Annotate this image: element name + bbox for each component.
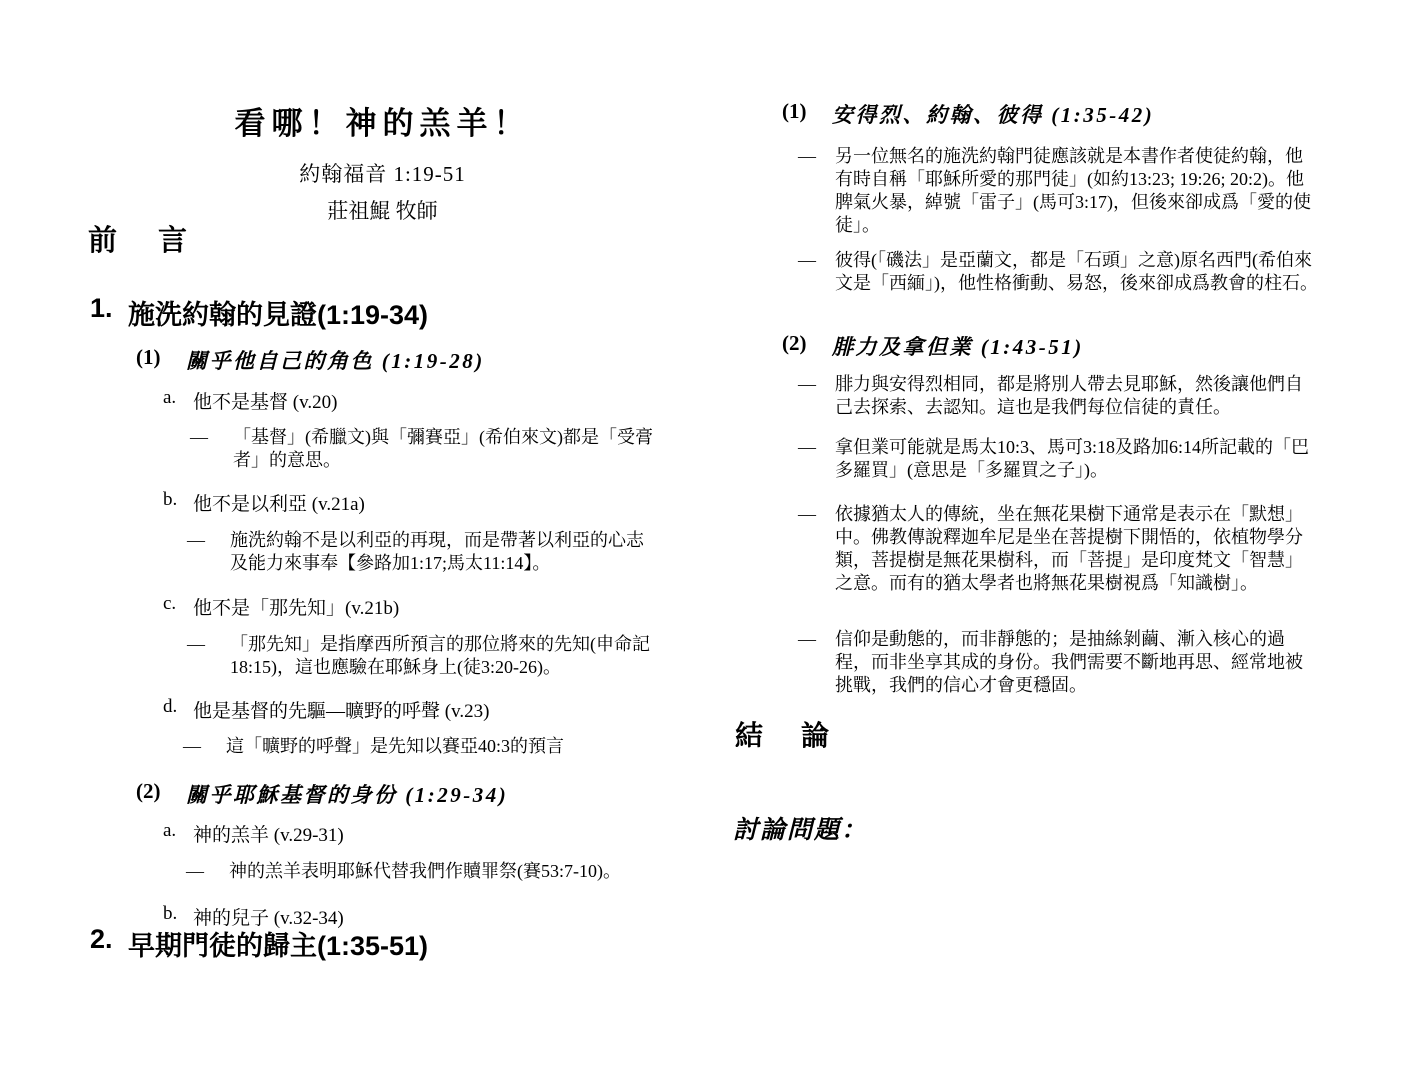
subsection-2-2-title: 腓力及拿但業 (1:43-51)	[832, 335, 1084, 359]
section-2-heading	[90, 924, 428, 963]
dash-marker: —	[798, 437, 816, 457]
preface-heading: 前 言	[88, 225, 194, 257]
note-peter	[798, 249, 1320, 295]
subsection-2-2-heading	[782, 331, 1084, 361]
note-d1-text: 這「曠野的呼聲」是先知以賽亞40:3的預言	[226, 736, 564, 756]
outline-item-a1	[163, 387, 337, 414]
note-c1-text: 「那先知」是指摩西所預言的那位將來的先知(申命記18:15)，這也應驗在耶穌身上(徒3:20-26)。	[230, 634, 650, 677]
note-b1-text: 施洗約翰不是以利亞的再現，而是帶著以利亞的心志及能力來事奉【參路加1:17;馬太11:14】。	[230, 530, 644, 573]
subsection-1-1-heading	[136, 345, 485, 375]
subsection-1-1-number: (1)	[136, 345, 161, 369]
subsection-2-1-title: 安得烈、約翰、彼得 (1:35-42)	[832, 103, 1155, 127]
note-a2	[186, 860, 686, 883]
note-nathanael	[798, 436, 1320, 482]
dash-marker: —	[798, 146, 816, 166]
outline-item-b2-text: 神的兒子 (v.32-34)	[193, 908, 344, 929]
outline-item-d1	[163, 696, 489, 723]
outline-item-d1-number: d.	[163, 696, 178, 717]
note-andrew-john-text: 另一位無名的施洗約翰門徒應該就是本書作者使徒約翰，他有時自稱「耶穌所愛的那門徒」(如約13:23; 19:26; 20:2)。他脾氣火暴，綽號「雷子」(馬可3:17)，但後來卻成爲「愛的使徒」。	[835, 146, 1311, 235]
outline-item-c1-text: 他不是「那先知」(v.21b)	[193, 598, 400, 619]
subsection-1-2-heading	[136, 779, 508, 809]
dash-marker: —	[798, 629, 816, 649]
outline-item-a2-number: a.	[163, 820, 177, 841]
note-philip	[798, 373, 1320, 419]
outline-item-c1-number: c.	[163, 593, 177, 614]
outline-item-b1	[163, 489, 365, 516]
note-d1	[183, 735, 673, 758]
note-peter-text: 彼得(「磯法」是亞蘭文，都是「石頭」之意)原名西門(希伯來文是「西緬」)，他性格衝動、易怒，後來卻成爲教會的柱石。	[835, 250, 1318, 293]
outline-item-b2-number: b.	[163, 903, 178, 924]
note-a1	[190, 426, 658, 472]
subsection-2-2-number: (2)	[782, 331, 807, 355]
conclusion-heading: 結 論	[735, 721, 835, 752]
note-philip-text: 腓力與安得烈相同，都是將別人帶去見耶穌，然後讓他們自己去探索、去認知。這也是我們每位信徒的責任。	[835, 374, 1303, 417]
outline-item-c1	[163, 593, 399, 620]
note-fig-tree	[798, 503, 1320, 595]
outline-item-b1-number: b.	[163, 489, 178, 510]
subsection-1-1-title: 關乎他自己的角色 (1:19-28)	[186, 349, 485, 373]
outline-item-b1-text: 他不是以利亞 (v.21a)	[193, 494, 365, 515]
note-fig-tree-text: 依據猶太人的傳統，坐在無花果樹下通常是表示在「默想」中。佛教傳說釋迦牟尼是坐在菩提樹下開悟的，依植物學分類，菩提樹是無花果樹科，而「菩提」是印度梵文「智慧」之意。而有的猶太學者也將無花果樹視爲「知識樹」。	[835, 504, 1303, 593]
document-title: 看哪！神的羔羊！	[234, 106, 531, 141]
note-c1	[187, 633, 655, 679]
section-2-title: 早期門徒的歸主(1:35-51)	[128, 931, 429, 961]
discussion-questions-heading: 討論問題：	[733, 817, 869, 844]
subsection-1-2-title: 關乎耶穌基督的身份 (1:29-34)	[186, 783, 509, 807]
section-1-number: 1.	[90, 293, 113, 323]
note-b1	[187, 529, 655, 575]
section-1-heading	[90, 293, 428, 332]
section-1-title: 施洗約翰的見證(1:19-34)	[128, 300, 429, 330]
subsection-2-1-number: (1)	[782, 99, 807, 123]
subsection-1-2-number: (2)	[136, 779, 161, 803]
dash-marker: —	[798, 374, 816, 394]
subsection-2-1-heading	[782, 99, 1154, 129]
outline-item-a2-text: 神的羔羊 (v.29-31)	[193, 825, 344, 846]
author-name: 莊祖鯤 牧師	[327, 199, 438, 223]
dash-marker: —	[190, 427, 208, 447]
dash-marker: —	[186, 861, 204, 881]
note-andrew-john	[798, 145, 1320, 237]
note-faith-text: 信仰是動態的，而非靜態的；是抽絲剝繭、漸入核心的過程，而非坐享其成的身份。我們需要不斷地再思、經常地被挑戰，我們的信心才會更穩固。	[835, 629, 1303, 695]
note-faith	[798, 628, 1320, 697]
dash-marker: —	[798, 504, 816, 524]
dash-marker: —	[187, 530, 205, 550]
scripture-reference: 約翰福音 1:19-51	[299, 162, 466, 186]
note-a2-text: 神的羔羊表明耶穌代替我們作贖罪祭(賽53:7-10)。	[229, 861, 621, 881]
outline-item-a1-number: a.	[163, 387, 177, 408]
dash-marker: —	[798, 250, 816, 270]
note-nathanael-text: 拿但業可能就是馬太10:3、馬可3:18及路加6:14所記載的「巴多羅買」(意思是「多羅買之子」)。	[835, 437, 1310, 480]
outline-item-a2	[163, 820, 344, 847]
outline-item-d1-text: 他是基督的先驅—曠野的呼聲 (v.23)	[193, 701, 490, 722]
dash-marker: —	[187, 634, 205, 654]
dash-marker: —	[183, 736, 201, 756]
note-a1-text: 「基督」(希臘文)與「彌賽亞」(希伯來文)都是「受膏者」的意思。	[233, 427, 653, 470]
section-2-number: 2.	[90, 924, 113, 954]
outline-item-a1-text: 他不是基督 (v.20)	[193, 392, 338, 413]
